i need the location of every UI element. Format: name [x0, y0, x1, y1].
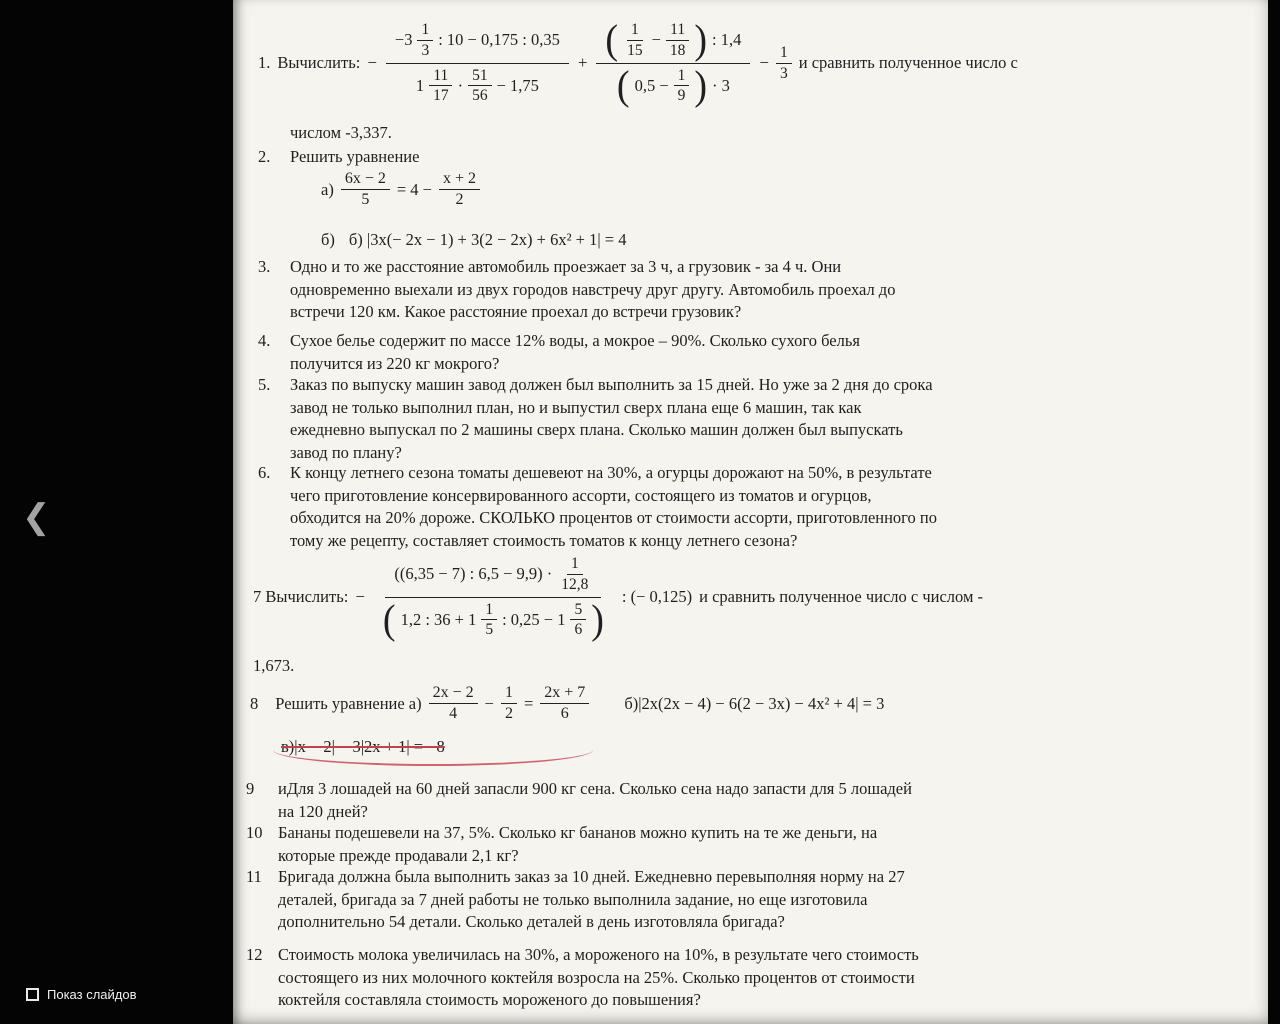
problem-text-line: Стоимость молока увеличилась на 30%, а мороженого на 10%, в результате чего стоимость — [278, 945, 919, 964]
problem-text-line: Бананы подешевели на 37, 5%. Сколько кг бананов можно купить на те же деньги, на — [278, 823, 878, 842]
item-label: а) — [321, 179, 334, 199]
big-fraction — [596, 18, 750, 108]
problem-text-line: Решить уравнение — [290, 147, 420, 166]
problem-8-crossed-item — [281, 737, 445, 757]
prev-slide-button[interactable] — [22, 500, 51, 534]
numerator: 11 — [666, 21, 689, 41]
paren-close: ) — [694, 63, 708, 109]
big-fraction — [386, 18, 569, 108]
problem-number: 12 — [246, 945, 263, 964]
denominator: 2 — [504, 705, 513, 723]
operator: = — [523, 693, 534, 713]
problem-number: 9 — [246, 779, 255, 798]
slideshow-toggle[interactable] — [26, 987, 137, 1002]
problem-text: и сравнить полученное число с — [798, 53, 1018, 73]
fraction — [341, 170, 390, 210]
problem-text-line: Сухое белье содержит по массе 12% воды, а мокрое – 90%. Сколько сухого белья — [290, 331, 860, 350]
fraction — [429, 67, 453, 106]
problem-text-line: коктейля составляла стоимость мороженого до повышения? — [278, 990, 701, 1009]
fraction — [776, 44, 792, 83]
denominator: 9 — [677, 87, 686, 105]
denominator: 17 — [433, 87, 449, 105]
numerator: 1 — [776, 44, 792, 64]
paren-open: ( — [382, 597, 396, 643]
problem-2 — [258, 146, 419, 169]
slideshow-checkbox[interactable] — [26, 988, 39, 1001]
problem-number: 6. — [258, 463, 271, 482]
problem-text-line: Бригада должна была выполнить заказ за 10 дней. Ежедневно перевыполняя норму на 27 — [278, 867, 905, 886]
denominator: 6 — [574, 621, 583, 639]
math-token: −3 — [394, 30, 413, 50]
fraction — [557, 555, 592, 594]
fraction — [674, 67, 690, 106]
paren-open: ( — [605, 17, 619, 63]
fraction — [439, 170, 480, 210]
fraction — [481, 601, 497, 640]
problem-10 — [246, 822, 877, 867]
fraction — [623, 21, 647, 60]
problem-text-line: тому же рецепту, составляет стоимость томатов к концу летнего сезона? — [290, 530, 798, 550]
math-token: : 10 − 0,175 : 0,35 — [438, 30, 560, 50]
problem-number: 5. — [258, 375, 271, 394]
problem-text-line: деталей, бригада за 7 дней работы не только выполнила задание, но еще изготовила — [278, 889, 868, 909]
numerator: x + 2 — [439, 170, 480, 190]
denominator: 5 — [361, 191, 370, 209]
paren-close: ) — [591, 597, 604, 643]
math-token: = 4 − — [396, 179, 432, 199]
problem-text-line: дополнительно 54 детали. Сколько деталей в день изготовляла бригада? — [278, 912, 785, 931]
item-label: б) — [321, 230, 335, 249]
problem-6 — [258, 462, 937, 552]
problem-text-line: завод по плану? — [290, 442, 402, 462]
fraction — [540, 684, 589, 724]
numerator: 2x + 7 — [540, 684, 589, 704]
numerator: 1 — [674, 67, 690, 87]
crossed-equation: в)|x − 2| − 3|2x + 1| = −8 — [281, 737, 445, 756]
math-token: 0,5 − — [634, 75, 669, 95]
math-token: 1,2 : 36 + 1 — [400, 609, 477, 629]
denominator — [608, 64, 739, 109]
math-token: : 0,25 − 1 — [502, 609, 566, 629]
problem-number: 3. — [258, 257, 271, 276]
numerator: 1 — [627, 21, 643, 41]
denominator: 6 — [560, 705, 569, 723]
problem-text-line: встречи 120 км. Какое расстояние проехал до встречи грузовик? — [290, 302, 742, 321]
problem-text-line: Одно и то же расстояние автомобиль проезжает за 3 ч, а грузовик - за 4 ч. Они — [290, 257, 842, 276]
numerator: 51 — [468, 67, 492, 87]
problem-text-line: К концу летнего сезона томаты дешевеют на 30%, а огурцы дорожают на 50%, в результате — [290, 463, 932, 482]
numerator: 1 — [567, 555, 583, 575]
problem-text: 1,673. — [253, 656, 295, 675]
problem-number: 11 — [246, 867, 262, 886]
math-token: 1 — [415, 75, 425, 95]
fraction — [570, 601, 586, 640]
problem-2b — [321, 230, 626, 250]
chevron-left-icon: ❮ — [22, 498, 51, 536]
problem-text-line: состоящего из них молочного коктейля возросла на 25%. Сколько процентов от стоимости — [278, 967, 915, 987]
operator: − — [759, 53, 769, 73]
problem-number: 10 — [246, 823, 263, 842]
numerator — [386, 18, 569, 64]
problem-text-line: на 120 дней? — [278, 801, 368, 821]
problem-text-line: одновременно выехали из двух городов навстречу друг другу. Автомобиль проехал до — [290, 279, 896, 299]
numerator: 11 — [429, 67, 452, 87]
problem-text-line: Заказ по выпуску машин завод должен был выполнить за 15 дней. Но уже за 2 дня до срока — [290, 375, 933, 394]
denominator: 18 — [669, 41, 686, 59]
math-token: : (− 0,125) — [621, 587, 693, 607]
denominator: 2 — [455, 191, 464, 209]
problem-9 — [246, 778, 912, 823]
problem-1 — [258, 18, 1018, 108]
problem-7 — [253, 552, 983, 642]
numerator: 1 — [481, 601, 497, 621]
red-strike-mark — [273, 750, 593, 766]
paren-open: ( — [616, 63, 630, 109]
math-token: ((6,35 − 7) : 6,5 − 9,9) · — [394, 564, 553, 584]
denominator: 3 — [421, 41, 430, 59]
problem-8 — [250, 684, 884, 724]
math-token: · 3 — [712, 75, 730, 95]
denominator — [407, 64, 548, 109]
numerator: 6x − 2 — [341, 170, 390, 190]
fraction — [417, 21, 433, 60]
paren-close: ) — [694, 17, 708, 63]
denominator: 3 — [779, 64, 788, 82]
denominator: 4 — [449, 705, 458, 723]
problem-text-line: чего приготовление консервированного ассорти, состоящего из томатов и огурцов, — [290, 485, 872, 505]
operator: − — [355, 587, 365, 607]
problem-text-line: завод не только выполнил план, но и выпустил сверх плана еще 6 машин, так как — [290, 397, 862, 417]
problem-12 — [246, 944, 919, 1012]
numerator: 2x − 2 — [429, 684, 478, 704]
problem-text-line: ежедневно выпускал по 2 машины сверх плана. Сколько машин должен был выпускать — [290, 420, 903, 439]
denominator: 5 — [485, 621, 494, 639]
problem-2a — [321, 170, 480, 210]
problem-4 — [258, 330, 860, 375]
equation: б)|2x(2x − 4) − 6(2 − 3x) − 4x² + 4| = 3 — [624, 693, 885, 713]
problem-number: 8 — [250, 693, 259, 713]
fraction — [666, 21, 690, 60]
equation: б) |3x(− 2x − 1) + 3(2 − 2x) + 6x² + 1| = 4 — [348, 230, 627, 249]
problem-number: 1. — [258, 52, 271, 72]
problem-number: 2. — [258, 147, 271, 166]
problem-text-line: иДля 3 лошадей на 60 дней запасли 900 кг сена. Сколько сена надо запасти для 5 лошадей — [278, 779, 912, 798]
denominator: 56 — [472, 87, 488, 105]
problem-label: 7 Вычислить: — [253, 587, 349, 607]
problem-3 — [258, 256, 895, 324]
denominator: 12,8 — [561, 575, 589, 593]
problem-11 — [246, 866, 905, 934]
big-fraction — [374, 552, 613, 642]
operator: + — [577, 53, 588, 73]
problem-text-line: получится из 220 кг мокрого? — [290, 353, 500, 373]
operator: · — [457, 75, 464, 95]
problem-text-line: которые прежде продавали 2,1 кг? — [278, 845, 519, 865]
document-page — [233, 0, 1268, 1024]
numerator — [385, 552, 601, 598]
math-token: : 1,4 — [712, 30, 742, 50]
denominator: 15 — [627, 41, 643, 59]
problem-number: 4. — [258, 331, 271, 350]
problem-label: Решить уравнение а) — [275, 693, 422, 713]
operator: − — [484, 693, 494, 713]
problem-text: числом -3,337. — [290, 123, 392, 142]
problem-text: и сравнить полученное число с числом - — [699, 587, 984, 607]
denominator — [374, 598, 613, 643]
operator: − — [367, 53, 377, 73]
problem-5 — [258, 374, 933, 464]
fraction — [501, 684, 517, 724]
slideshow-label: Показ слайдов — [47, 987, 137, 1002]
math-token: − 1,75 — [496, 75, 539, 95]
numerator — [596, 18, 750, 64]
fraction — [429, 684, 478, 724]
numerator: 5 — [570, 601, 586, 621]
operator: − — [651, 30, 661, 50]
problem-label: Вычислить: — [277, 53, 361, 73]
fraction — [468, 67, 492, 106]
numerator: 1 — [501, 684, 517, 704]
numerator: 1 — [417, 21, 433, 41]
problem-text-line: обходится на 20% дороже. СКОЛЬКО процентов от стоимости ассорти, приготовленного по — [290, 508, 937, 527]
